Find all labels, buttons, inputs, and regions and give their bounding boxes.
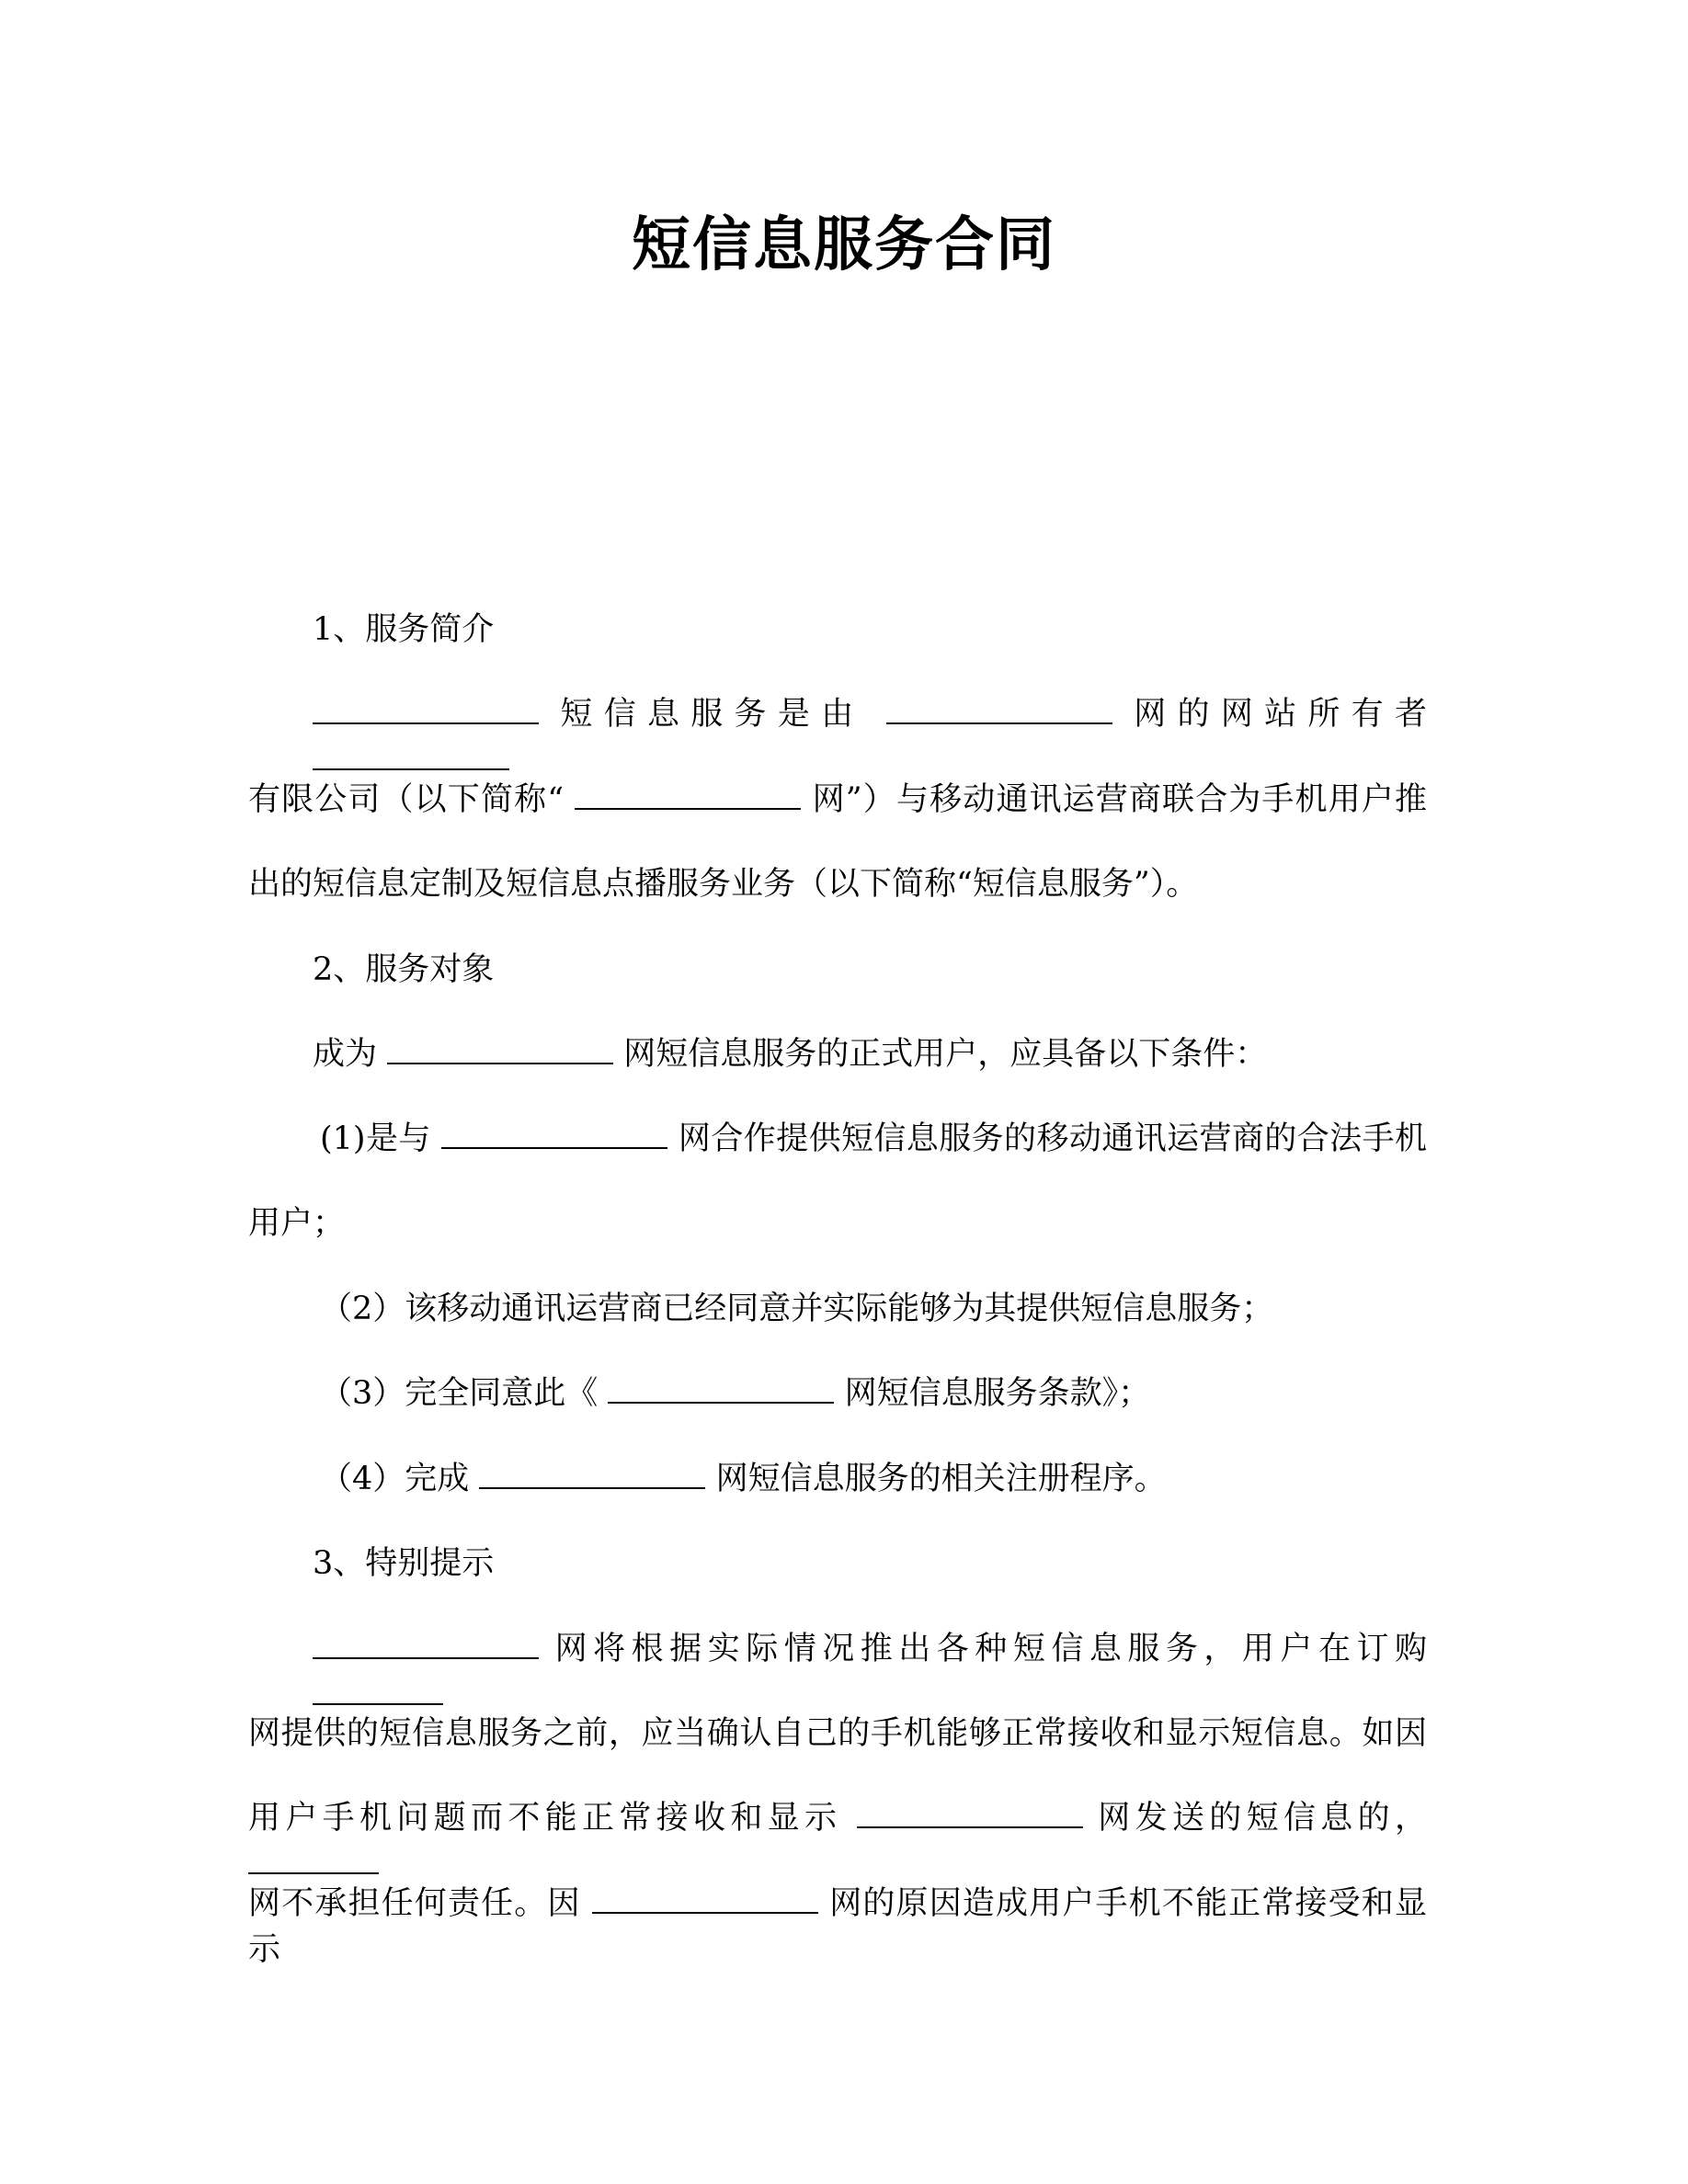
line-text: 成为 (313, 1036, 378, 1073)
line-text: （2）该移动通讯运营商已经同意并实际能够为其提供短信息服务； (320, 1291, 1274, 1327)
paragraph-line (248, 861, 1427, 907)
line-text: 网短信息服务条款》； (844, 1375, 1151, 1412)
line-text: 用户手机问题而不能正常接收和显示 (248, 1800, 842, 1837)
paragraph-line (248, 1795, 1427, 1841)
fill-in-blank[interactable] (387, 1035, 613, 1064)
fill-in-blank[interactable] (248, 1845, 379, 1874)
paragraph-line (248, 607, 1427, 653)
line-text: 网提供的短信息服务之前，应当确认自己的手机能够正常接收和显示短信息。如因 (248, 1715, 1427, 1752)
paragraph-line (248, 947, 1427, 993)
line-text: （3）完全同意此《 (320, 1375, 599, 1412)
paragraph-line (248, 1626, 1427, 1672)
line-text: 网短信息服务的正式用户，应具备以下条件： (623, 1036, 1268, 1073)
paragraph-line (248, 1456, 1427, 1502)
fill-in-blank[interactable] (479, 1460, 705, 1489)
line-text: 用户； (248, 1205, 346, 1242)
document-title: 短信息服务合同 (632, 211, 1056, 279)
line-text: 短信息服务是由 (560, 696, 865, 733)
line-text: 网不承担任何责任。因 (248, 1885, 581, 1922)
line-text: 网的网站所有者 (1134, 696, 1427, 733)
line-text: （4）完成 (320, 1461, 470, 1497)
paragraph-line (248, 1881, 1427, 1968)
fill-in-blank[interactable] (313, 1676, 443, 1705)
line-text: 网将根据实际情况推出各种短信息服务，用户在订购 (554, 1631, 1427, 1667)
fill-in-blank[interactable] (608, 1374, 834, 1404)
line-text: (1)是与 (320, 1120, 431, 1157)
paragraph-line (248, 1200, 1427, 1246)
line-text: 3、特别提示 (313, 1545, 495, 1582)
line-text: 网”）与移动通讯运营商联合为手机用户推 (812, 781, 1427, 818)
fill-in-blank[interactable] (313, 1630, 539, 1659)
paragraph-line (248, 1541, 1427, 1587)
line-text: 2、服务对象 (313, 951, 495, 988)
fill-in-blank[interactable] (592, 1884, 818, 1914)
paragraph-line (248, 1371, 1427, 1416)
line-text: 出的短信息定制及短信息点播服务业务（以下简称“短信息服务”）。 (248, 866, 1199, 903)
paragraph-line (248, 1116, 1427, 1162)
line-text: 有限公司（以下简称“ (248, 781, 565, 818)
fill-in-blank[interactable] (857, 1799, 1083, 1828)
paragraph-line (248, 691, 1427, 737)
paragraph-line (248, 1286, 1427, 1332)
paragraph-line (248, 777, 1427, 823)
paragraph-line (248, 1031, 1427, 1077)
fill-in-blank[interactable] (441, 1120, 667, 1149)
fill-in-blank[interactable] (313, 741, 509, 770)
line-text: 网的原因造成用户手机不能正常接受和显示 (248, 1885, 1427, 1968)
line-text: 网合作提供短信息服务的移动通讯运营商的合法手机 (678, 1120, 1427, 1157)
fill-in-blank[interactable] (886, 695, 1112, 724)
fill-in-blank[interactable] (575, 780, 801, 810)
line-text: 网短信息服务的相关注册程序。 (715, 1461, 1167, 1497)
paragraph-line (248, 1711, 1427, 1757)
line-text: 1、服务简介 (313, 611, 495, 648)
line-text: 网发送的短信息的， (1098, 1800, 1427, 1837)
fill-in-blank[interactable] (313, 695, 539, 724)
